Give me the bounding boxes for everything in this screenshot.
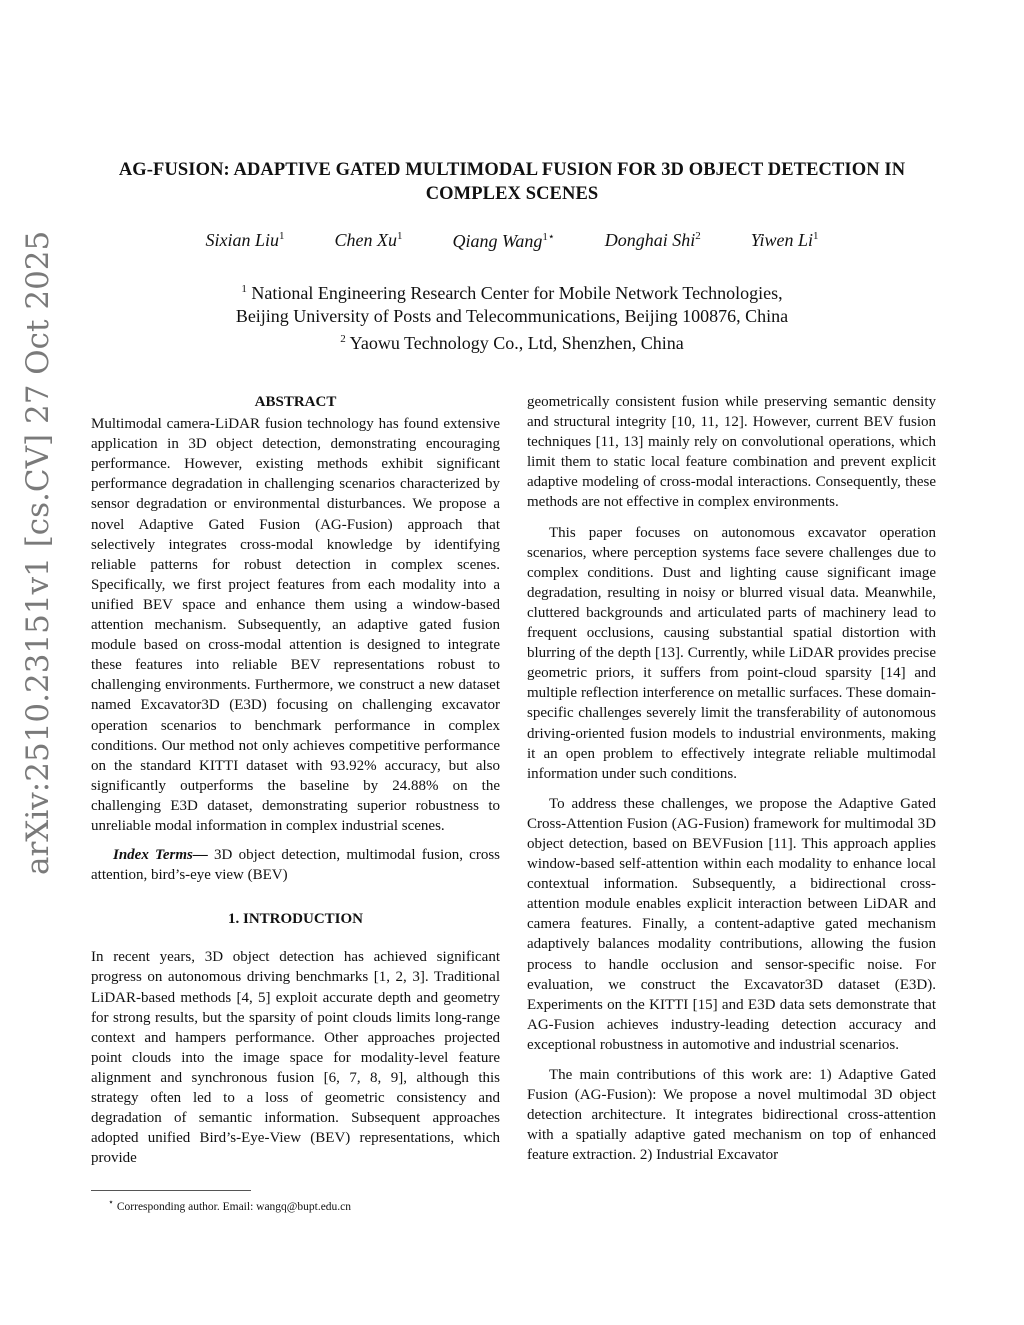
title-line-2: COMPLEX SCENES [425, 184, 599, 204]
title-line-1: AG-FUSION: ADAPTIVE GATED MULTIMODAL FUSION FOR 3D OBJECT DETECTION IN [118, 160, 906, 180]
author: Donghai Shi$^2$ [604, 230, 701, 250]
intro-paragraph-5: The main contributions of this work are: 1) Adaptive Gated Fusion (AG-Fusion): We propose a novel multimodal 3D object detection architecture. It integrates bidirectional cross-attention with a spatially adaptive gated mechanism on top of enhanced feature extraction. 2) Industrial Excavator [527, 1067, 936, 1164]
author: Yiwen Li$^1$ [750, 230, 819, 250]
affiliation-1: $^1$ National Engineering Research Center for Mobile Network Technologies, [241, 283, 783, 303]
index-terms: Index Terms— 3D object detection, multimodal fusion, cross attention, bird’s-eye view (BEV) [91, 847, 500, 884]
intro-paragraph-4: To address these challenges, we propose the Adaptive Gated Cross-Attention Fusion (AG-Fusion) framework for multimodal 3D object detection, based on BEVFusion [11]. This approach applies window-based self-attention within each modality to enhance local contextual information. Subsequently, a bidirectional cross-attention module enables explicit interaction between LiDAR and camera features. Finally, a content-adaptive gated mechanism adaptively balances modality contributions, allowing the fusion process to handle occlusion and sensor-specific noise. For evaluation, we construct the Excavator3D dataset (E3D). Experiments on the KITTI [15] and E3D data sets demonstrate that AG-Fusion achieves industry-leading detection accuracy and exceptional robustness in automotive and industrial scenarios. [527, 795, 936, 1053]
abstract-text: Multimodal camera-LiDAR fusion technology has found extensive application in 3D object detection, demonstrating encouraging performance. However, existing methods exhibit significant performance degradation in challenging scenarios characterized by sensor degradation or environmental disturbances. We propose a novel Adaptive Gated Fusion (AG-Fusion) approach that selectively integrates cross-modal knowledge by identifying reliable patterns for robust detection in complex scenes. Specifically, we first project features from each modality into a unified BEV space and enhance them using a window-based attention mechanism. Subsequently, an adaptive gated fusion module based on cross-modal attention is designed to integrate these features into reliable BEV representations robust to challenging environments. Furthermore, we construct a new dataset named Excavator3D (E3D) focusing on challenging excavator operation scenarios to benchmark performance in complex conditions. Our method not only achieves competitive performance on the standard KITTI dataset with 93.92% accuracy, but also significantly outperforms the baseline by 24.88% on the challenging E3D dataset, demonstrating superior robustness to unreliable modal information in complex industrial scenes. [91, 416, 500, 834]
section-heading-introduction: 1. INTRODUCTION [227, 911, 363, 928]
intro-paragraph-3: This paper focuses on autonomous excavator operation scenarios, where perception systems face severe challenges due to complex conditions. Dust and lighting cause significant image degradation, resulting in noisy or blurred visual data. Meanwhile, cluttered backgrounds and articulated parts of machinery lead to frequent occlusions, causing substantial spatial distortion with blurring of the depth [13]. Currently, while LiDAR provides precise geometric priors, it suffers from point-cloud sparsity [14] and multiple reflection interference on metallic surfaces. These domain-specific challenges severely limit the transferability of autonomous driving-oriented fusion models to industrial environments, making it an open problem to effectively integrate reliable multimodal information under such conditions. [527, 524, 936, 782]
affiliation-2: $^2$ Yaowu Technology Co., Ltd, Shenzhen, China [340, 333, 684, 353]
author-list [90, 230, 934, 252]
intro-paragraph-2: geometrically consistent fusion while preserving semantic density and structural integrity [10, 11, 12]. However, current BEV fusion techniques [11, 13] mainly rely on convolutional operations, which limit them to static local feature combination and prevent explicit adaptive modeling of cross-modal interactions. Consequently, these methods are not effective in complex environments. [527, 394, 936, 511]
right-column [527, 392, 936, 1165]
paper-title [80, 158, 944, 206]
arxiv-stamp: arXiv:2510.23151v1 [cs.CV] 27 Oct 2025 [20, 230, 56, 875]
intro-paragraph-1: In recent years, 3D object detection has achieved significant progress on autonomous driving benchmarks [1, 2, 3]. Traditional LiDAR-based methods [4, 5] exploit accurate depth and geometry for strong results, but the sparsity of point clouds limits long-range context and hampers performance. Other approaches projected point clouds into the image space for modality-level feature alignment and synchronous fusion [6, 7, 8, 9], although this strategy often led to a loss of geometric consistency and degradation of semantic information. Subsequent approaches adopted unified Bird’s-Eye-View (BEV) representations, which provide [91, 949, 500, 1167]
abstract-heading: ABSTRACT [254, 394, 337, 410]
footnote: ⋆ Corresponding author. Email: wangq@bupt.edu.cn [108, 1197, 352, 1213]
left-column [91, 392, 500, 1168]
author: Chen Xu$^1$ [334, 230, 403, 250]
author: Qiang Wang$^{1⋆}$ [452, 231, 555, 251]
affiliations [100, 278, 924, 355]
author: Sixian Liu$^1$ [205, 230, 285, 250]
affiliation-1-cont: Beijing University of Posts and Telecommunications, Beijing 100876, China [235, 306, 789, 326]
footnote-rule [91, 1190, 251, 1191]
